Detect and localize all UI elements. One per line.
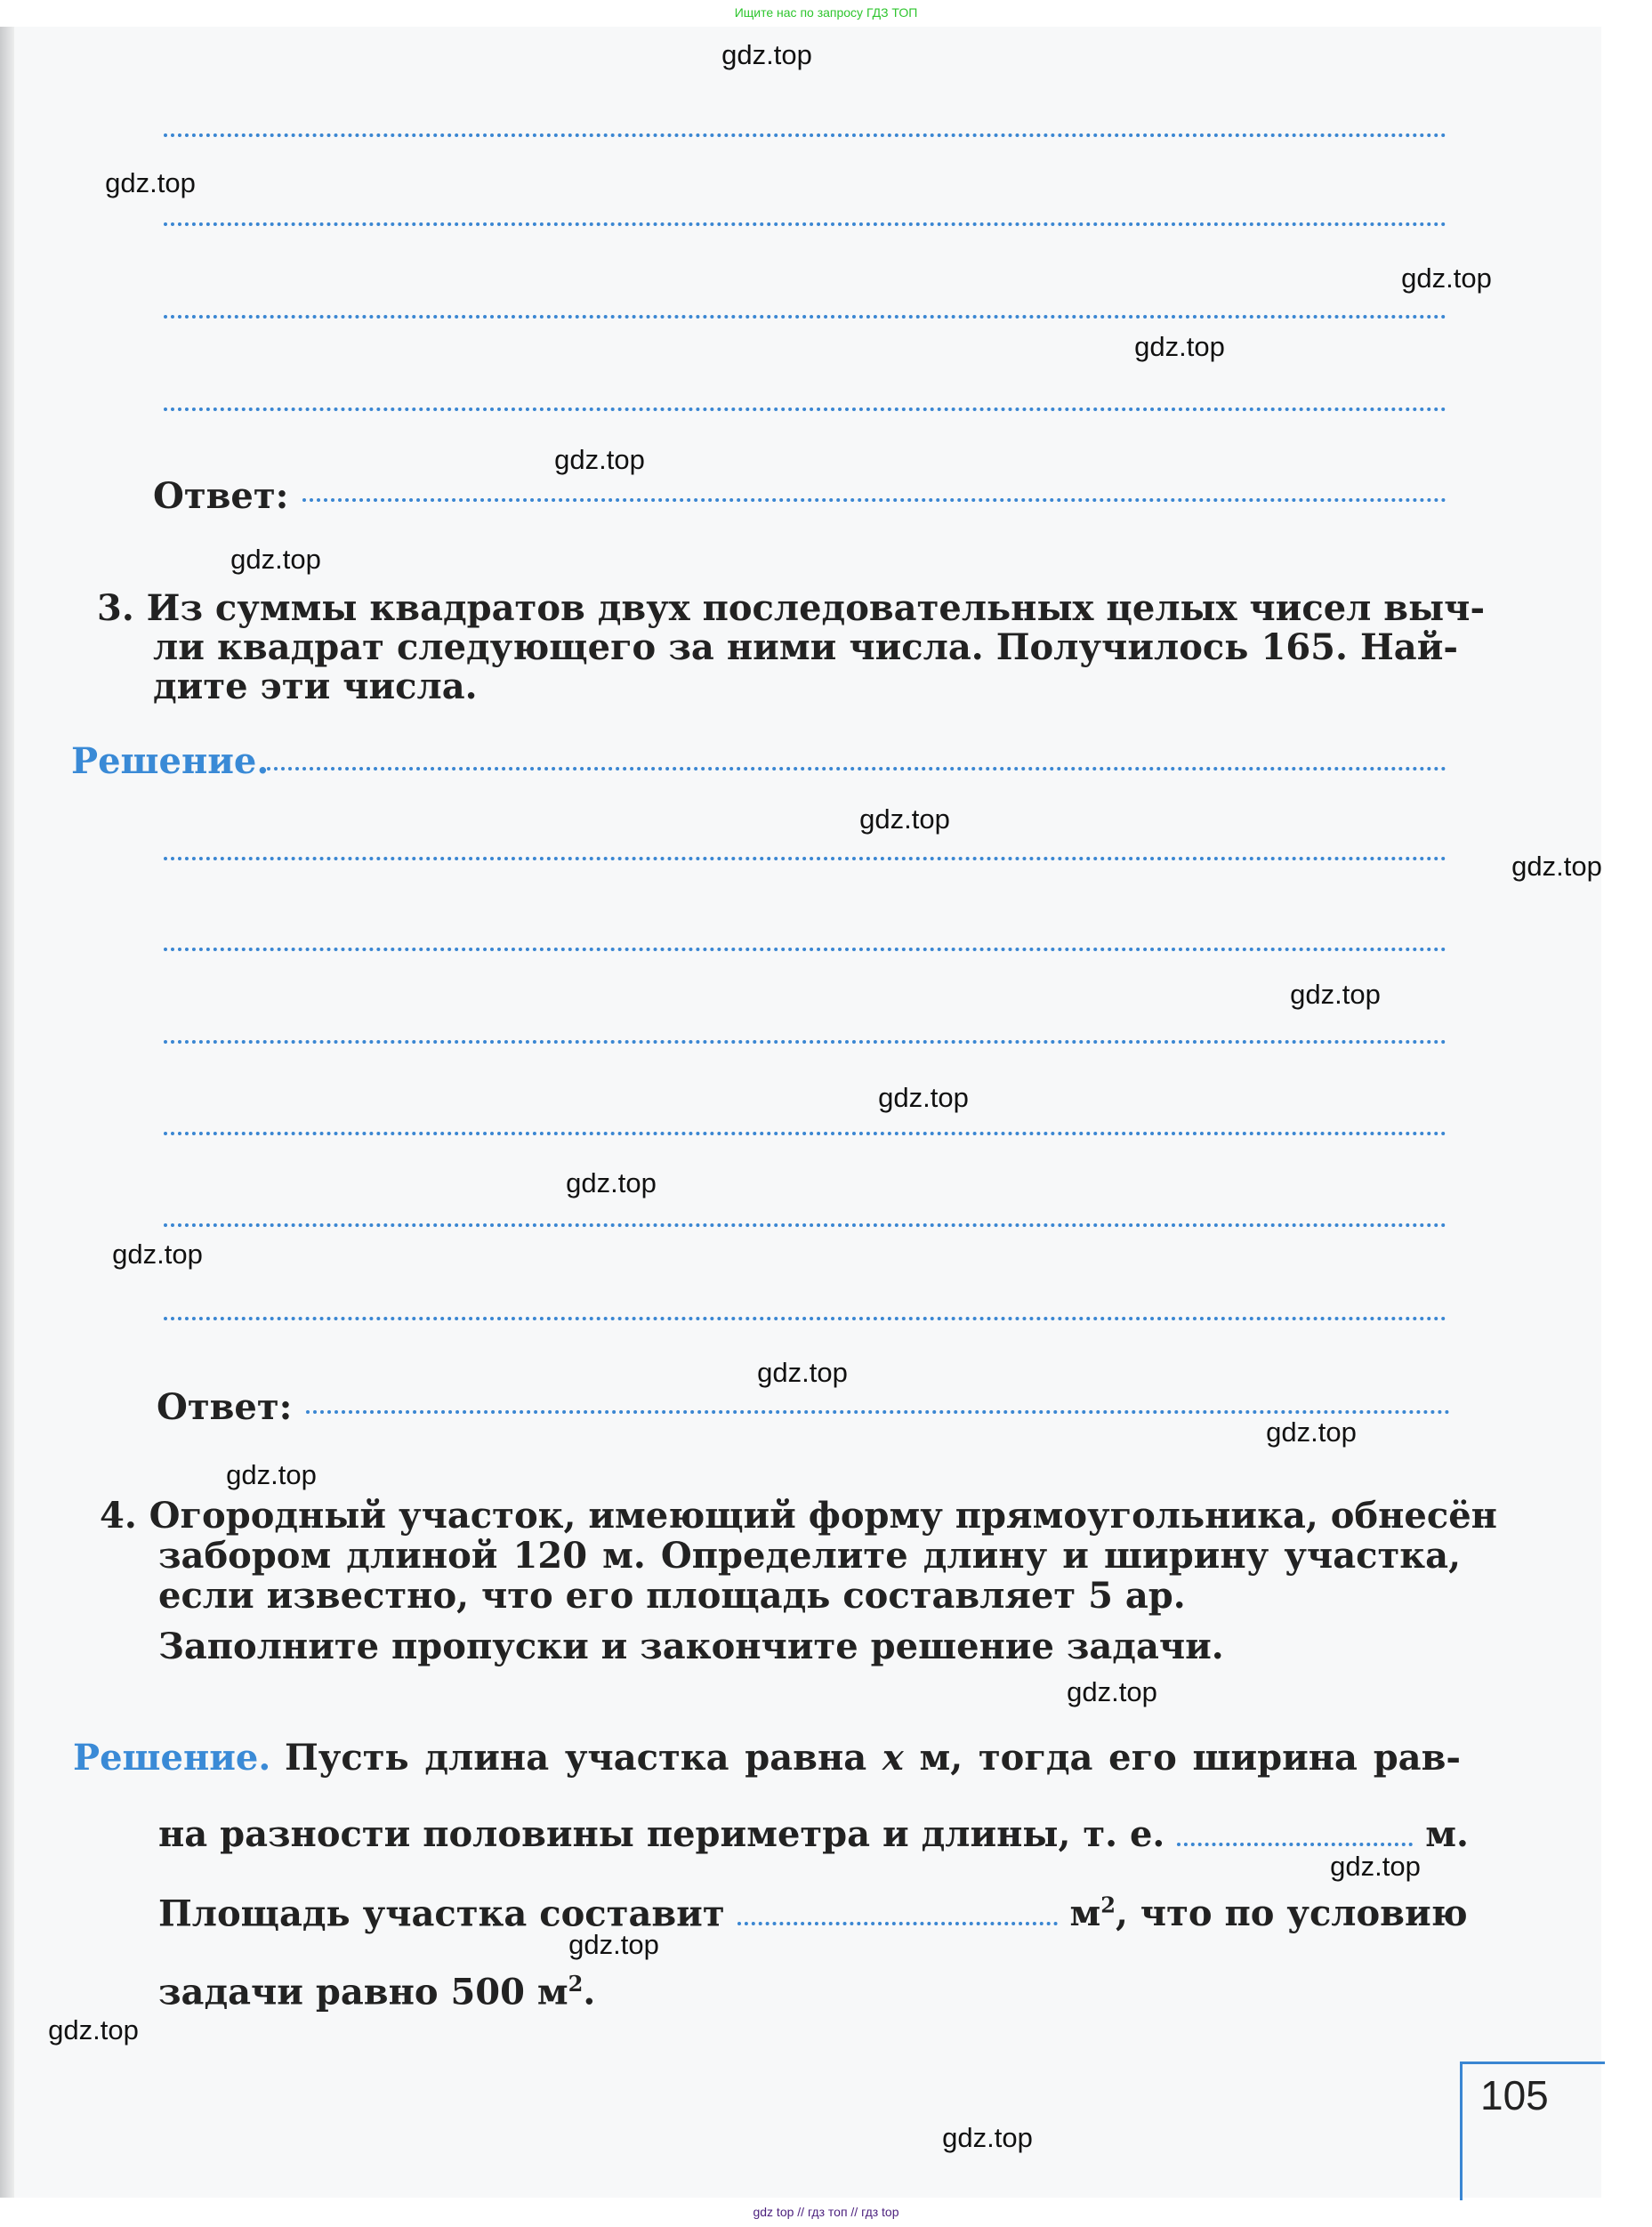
solution-text: Пусть длина участка равна: [285, 1737, 867, 1779]
watermark: gdz.top: [230, 544, 321, 575]
solution-line[interactable]: [164, 857, 1447, 860]
variable-x: x: [882, 1737, 904, 1779]
solution-label: Решение.: [71, 740, 270, 782]
watermark: gdz.top: [566, 1167, 657, 1198]
watermark: gdz.top: [112, 1239, 203, 1270]
solution-text: задачи равно 500 м: [158, 1971, 568, 2013]
solution-text: на разности половины периметра и длины, т. е.: [158, 1813, 1165, 1855]
watermark: gdz.top: [554, 444, 645, 475]
superscript: 2: [1100, 1892, 1116, 1918]
watermark: gdz.top: [757, 1357, 848, 1388]
solution-line[interactable]: [164, 1223, 1447, 1227]
problem-4-line-2: забором длиной 120 м. Определите длину и ширину участка,: [158, 1535, 1461, 1577]
answer-label: Ответ:: [153, 475, 289, 517]
problem-4-line-4: Заполните пропуски и закончите решение задачи.: [158, 1626, 1224, 1667]
watermark: gdz.top: [1330, 1851, 1421, 1882]
watermark: gdz.top: [105, 167, 196, 198]
problem-3-line-2: ли квадрат следующего за ними числа. Получилось 165. Най-: [153, 626, 1458, 668]
solution-line[interactable]: [164, 1317, 1447, 1320]
footer-note: gdz top // гдз топ // гдз top: [753, 2205, 899, 2219]
header-note: Ищите нас по запросу ГДЗ ТОП: [734, 5, 918, 20]
answer-input-line[interactable]: [306, 1410, 1450, 1414]
watermark: gdz.top: [1067, 1676, 1157, 1707]
watermark: gdz.top: [48, 2014, 139, 2045]
answer-line: [164, 222, 1447, 226]
solution-line[interactable]: [267, 767, 1447, 771]
problem-3-line-3: дите эти числа.: [153, 666, 478, 707]
width-blank[interactable]: [1177, 1843, 1413, 1846]
problem-4-line-3: если известно, что его площадь составляет 5 ар.: [158, 1575, 1186, 1617]
page-edge-shadow: [0, 27, 14, 2198]
solution-line[interactable]: [164, 1040, 1447, 1044]
answer-label: Ответ:: [157, 1386, 293, 1428]
solution-line[interactable]: [164, 1132, 1447, 1135]
answer-line: [164, 133, 1447, 137]
answer-line: [164, 407, 1447, 411]
solution-text: , что по условию: [1115, 1892, 1468, 1935]
problem-3-line-1: 3. Из суммы квадратов двух последовательных целых чисел выч-: [97, 587, 1486, 629]
solution-text: м.: [1425, 1813, 1469, 1855]
area-blank[interactable]: [737, 1922, 1058, 1925]
watermark: gdz.top: [1511, 851, 1602, 882]
watermark: gdz.top: [1134, 331, 1225, 362]
solution-text: м, тогда его ширина рав-: [919, 1737, 1461, 1779]
solution-text: .: [583, 1971, 596, 2013]
watermark: gdz.top: [568, 1929, 659, 1960]
watermark: gdz.top: [859, 803, 950, 835]
problem-4-line-1: 4. Огородный участок, имеющий форму прямоугольника, обнесён: [100, 1495, 1497, 1537]
watermark: gdz.top: [226, 1459, 317, 1490]
solution-line[interactable]: [164, 948, 1447, 951]
superscript: 2: [568, 1971, 584, 1997]
solution-label: Решение.: [73, 1737, 271, 1779]
watermark: gdz.top: [878, 1082, 969, 1113]
answer-input-line[interactable]: [302, 498, 1447, 502]
solution-line-1: [285, 1737, 1461, 1779]
solution-text: Площадь участка составит: [158, 1892, 725, 1935]
watermark: gdz.top: [1401, 262, 1492, 294]
answer-line: [164, 315, 1447, 319]
page-number-box: [1460, 2062, 1605, 2200]
watermark: gdz.top: [721, 39, 812, 70]
watermark: gdz.top: [1290, 979, 1381, 1010]
solution-line-4: [158, 1971, 1519, 2013]
solution-text: м: [1069, 1892, 1101, 1935]
watermark: gdz.top: [1266, 1416, 1357, 1448]
solution-line-2: [158, 1813, 1469, 1855]
solution-line-3: [158, 1892, 1468, 1935]
page-number: 105: [1480, 2072, 1549, 2118]
watermark: gdz.top: [942, 2122, 1033, 2153]
